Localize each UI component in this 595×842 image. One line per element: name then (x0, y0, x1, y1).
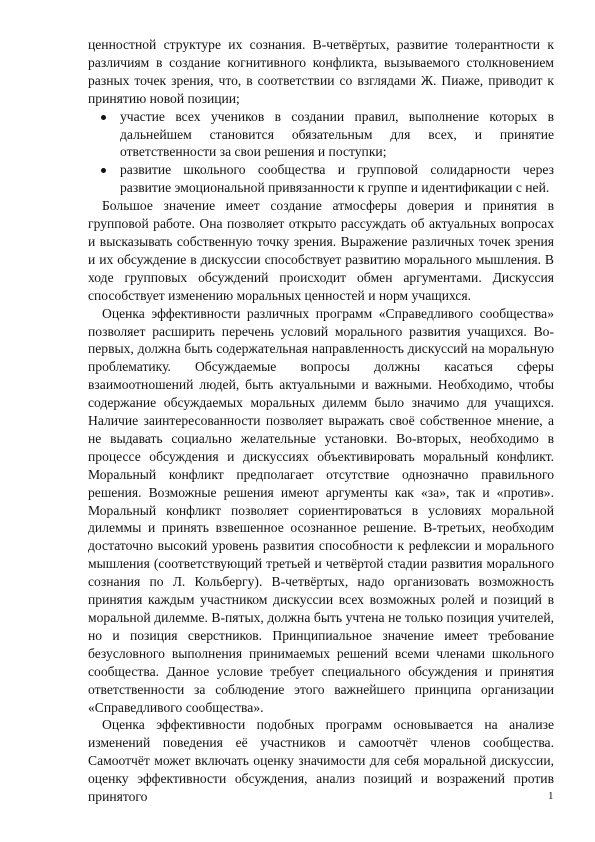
bullet-item-2 (120, 161, 554, 197)
paragraph-3: Оценка эффективности различных программ «Справедливого сообщества» позволяет расширить перечень условий морального развития учащихся. Во-первых, должна быть содержательная направленность дискуссий на моральную проблематику. Обсуждаемые вопросы должны касаться сферы взаимоотношений людей, быть актуальными и важными. Необходимо, чтобы содержание обсуждаемых моральных дилемм было значимо для учащихся. Наличие заинтересованности позволяет выражать своё собственное мнение, а не выдавать социально желательные установки. Во-вторых, необходимо в процессе обсуждения и дискуссиях объективировать моральный конфликт. Моральный конфликт предполагает отсутствие однозначно правильного решения. Возможные решения имеют аргументы как «за», так и «против». Моральный конфликт позволяет сориентироваться в условиях моральной дилеммы и принять взвешенное осознанное решение. В-третьих, необходим достаточно высокий уровень развития способности к рефлексии и морального мышления (соответствующий третьей и четвёртой стадии развития морального сознания по Л. Кольбергу). В-четвёртых, надо организовать возможность принятия каждым участником дискуссии всех возможных ролей и позиций в моральной дилемме. В-пятых, должна быть учтена не только позиция учителей, но и позиция сверстников. Принципиальное значение имеет требование безусловного выполнения принимаемых решений всеми членами школьного сообщества. Данное условие требует специального обсуждения и принятия ответственности за соблюдение этого важнейшего принципа организации «Справедливого сообщества». (88, 305, 554, 715)
bullet-icon (101, 168, 106, 173)
paragraph-1: ценностной структуре их сознания. В-четвёртых, развитие толерантности к различиям в создание когнитивного конфликта, вызываемого столкновением разных точек зрения, что, в соответствии со взглядами Ж. Пиаже, приводит к принятию новой позиции; (88, 37, 554, 106)
bullet-item-1 (120, 108, 554, 162)
bullet-text-1: участие всех учеников в создании правил, выполнение которых в дальнейшем становится обязательным для всех, и принятие ответственности за свои решения и поступки; (120, 108, 554, 160)
bullet-list (88, 108, 554, 198)
page-number: 1 (548, 790, 554, 802)
bullet-text-2: развитие школьного сообщества и групповой солидарности через развитие эмоциональной привязанности к группе и идентификации с ней. (120, 162, 554, 196)
bullet-icon (101, 115, 106, 120)
document-body (88, 36, 554, 806)
paragraph-4: Оценка эффективности подобных программ основывается на анализе изменений поведения её участников и самоотчёт членов сообщества. Самоотчёт может включать оценку значимости для себя моральной дискуссии, оценку эффективности обсуждения, анализ позиций и возражений против принятого (88, 717, 554, 805)
paragraph-2: Большое значение имеет создание атмосферы доверия и принятия в групповой работе. Она позволяет открыто рассуждать об актуальных вопросах и высказывать собственную точку зрения. Выражение различных точек зрения и их обсуждение в дискуссии способствует развитию морального мышления. В ходе групповых обсуждений происходит обмен аргументами. Дискуссия способствует изменению моральных ценностей и норм учащихся. (88, 198, 554, 303)
